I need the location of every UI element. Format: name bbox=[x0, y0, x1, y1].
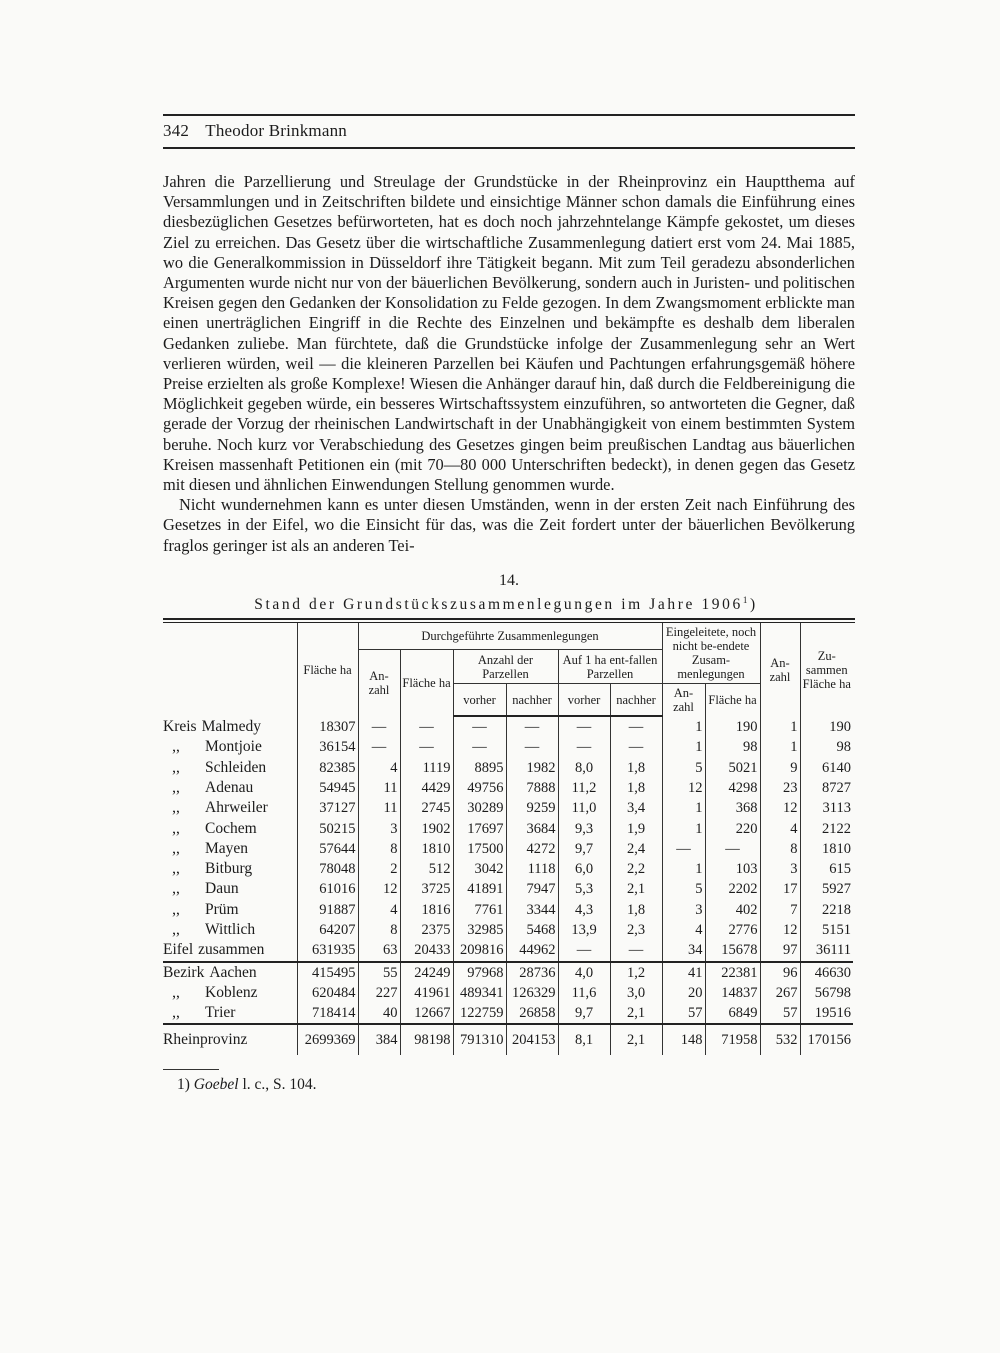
table-cell: 512 bbox=[400, 859, 453, 879]
table-cell: 2,4 bbox=[610, 839, 662, 859]
table-cell: — bbox=[705, 839, 760, 859]
table-cell: 36154 bbox=[297, 737, 358, 757]
table-cell: 11,2 bbox=[558, 778, 610, 798]
table-cell: — bbox=[558, 737, 610, 757]
table-cell: — bbox=[358, 716, 400, 737]
table-cell: 791310 bbox=[453, 1024, 506, 1055]
table-cell: 57644 bbox=[297, 839, 358, 859]
table-cell: 11,0 bbox=[558, 798, 610, 818]
row-name: Malmedy bbox=[201, 717, 261, 735]
table-cell: 1816 bbox=[400, 900, 453, 920]
row-name: Bitburg bbox=[205, 860, 253, 878]
header-rule bbox=[163, 147, 855, 149]
table-cell: 17 bbox=[760, 879, 800, 899]
table-cell: 5021 bbox=[705, 758, 760, 778]
table-cell: 28736 bbox=[506, 962, 558, 983]
footnote-mark: 1 bbox=[742, 594, 750, 605]
table-row bbox=[163, 716, 853, 737]
row-prefix: ,, bbox=[172, 778, 180, 796]
table-cell: 82385 bbox=[297, 758, 358, 778]
table-cell: 2,1 bbox=[610, 1024, 662, 1055]
table-cell: 57 bbox=[760, 1003, 800, 1024]
table-cell: 2776 bbox=[705, 920, 760, 940]
table-cell: 2,1 bbox=[610, 879, 662, 899]
table-cell: — bbox=[610, 940, 662, 961]
table-cell: 44962 bbox=[506, 940, 558, 961]
table-cell: 3,4 bbox=[610, 798, 662, 818]
table-cell: — bbox=[610, 737, 662, 757]
header-nachher-ha: nachher bbox=[610, 684, 662, 717]
table-cell: 3 bbox=[662, 900, 705, 920]
table-cell: 96 bbox=[760, 962, 800, 983]
table-cell: 5151 bbox=[800, 920, 853, 940]
table-cell: 41961 bbox=[400, 983, 453, 1003]
table-cell: 190 bbox=[705, 716, 760, 737]
table-row bbox=[163, 983, 853, 1003]
table-cell: 1 bbox=[662, 819, 705, 839]
row-name: zusammen bbox=[198, 941, 265, 959]
table-cell: 267 bbox=[760, 983, 800, 1003]
header-ein-flaeche: Fläche ha bbox=[705, 684, 760, 717]
table-cell: 620484 bbox=[297, 983, 358, 1003]
table-cell: 37127 bbox=[297, 798, 358, 818]
table-row bbox=[163, 859, 853, 879]
row-prefix: Eifel bbox=[163, 941, 194, 959]
row-label bbox=[163, 798, 297, 818]
table-cell: 8,0 bbox=[558, 758, 610, 778]
table-cell: 415495 bbox=[297, 962, 358, 983]
table-cell: 1,8 bbox=[610, 778, 662, 798]
row-prefix: ,, bbox=[172, 819, 180, 837]
header-vorher: vorher bbox=[453, 684, 506, 717]
table-cell: 18307 bbox=[297, 716, 358, 737]
table-cell: 3113 bbox=[800, 798, 853, 818]
table-cell: 1,8 bbox=[610, 900, 662, 920]
table-cell: 4272 bbox=[506, 839, 558, 859]
row-label bbox=[163, 920, 297, 940]
row-label bbox=[163, 962, 297, 983]
table-cell: 49756 bbox=[453, 778, 506, 798]
table-row bbox=[163, 1024, 853, 1055]
table-cell: 9,3 bbox=[558, 819, 610, 839]
header-vorher-ha: vorher bbox=[558, 684, 610, 717]
table-cell: 8 bbox=[760, 839, 800, 859]
row-label bbox=[163, 859, 297, 879]
header-flaeche-ha: Fläche ha bbox=[297, 623, 358, 716]
row-label bbox=[163, 819, 297, 839]
header-zus-flaeche: Zu-sammen Fläche ha bbox=[800, 623, 853, 716]
row-name: Daun bbox=[205, 880, 239, 898]
table-cell: 20 bbox=[662, 983, 705, 1003]
table-cell: 64207 bbox=[297, 920, 358, 940]
table-cell: 368 bbox=[705, 798, 760, 818]
table-cell: 4,3 bbox=[558, 900, 610, 920]
footnote bbox=[163, 1076, 855, 1094]
row-prefix: ,, bbox=[172, 880, 180, 898]
table-cell: 615 bbox=[800, 859, 853, 879]
table-cell: 8 bbox=[358, 839, 400, 859]
table-cell: — bbox=[453, 716, 506, 737]
table-cell: 40 bbox=[358, 1003, 400, 1024]
table-cell: 2699369 bbox=[297, 1024, 358, 1055]
row-name: Schleiden bbox=[205, 758, 267, 776]
row-label bbox=[163, 737, 297, 757]
table-row bbox=[163, 839, 853, 859]
table-cell: 1,8 bbox=[610, 758, 662, 778]
table-cell: 3 bbox=[760, 859, 800, 879]
row-label bbox=[163, 1003, 297, 1024]
table-cell: 12 bbox=[760, 798, 800, 818]
row-prefix: ,, bbox=[172, 839, 180, 857]
table-cell: 56798 bbox=[800, 983, 853, 1003]
header-zus-anzahl: An-zahl bbox=[760, 623, 800, 716]
table-cell: 1 bbox=[662, 859, 705, 879]
row-label bbox=[163, 778, 297, 798]
table-cell: 2375 bbox=[400, 920, 453, 940]
table-row bbox=[163, 778, 853, 798]
table-cell: 209816 bbox=[453, 940, 506, 961]
table-cell: 3042 bbox=[453, 859, 506, 879]
table-cell: 204153 bbox=[506, 1024, 558, 1055]
table-title: Stand der Grundstückszusammenlegungen im Jahre 1906$^1$) bbox=[254, 594, 758, 614]
table-title-text: Stand der Grundstückszusammenlegungen im Jahre 1906 bbox=[254, 596, 743, 614]
table-cell: 4,0 bbox=[558, 962, 610, 983]
table-cell: — bbox=[400, 716, 453, 737]
table-cell: — bbox=[662, 839, 705, 859]
paragraph-2: Nicht wundernehmen kann es unter diesen Umständen, wenn in der ersten Zeit nach Einführung des Gesetzes in der Eifel, wo die Einsicht für das, was die Zeit fordert unter der bäuerlichen Bevölkerung fraglos geringer ist als an anderen Tei- bbox=[163, 495, 855, 555]
table-cell: — bbox=[610, 716, 662, 737]
table-cell: 5468 bbox=[506, 920, 558, 940]
running-head bbox=[163, 116, 855, 147]
table-cell: — bbox=[506, 737, 558, 757]
table-cell: 23 bbox=[760, 778, 800, 798]
header-anzahl-parzellen: Anzahl der Parzellen bbox=[453, 650, 558, 684]
table-cell: 2 bbox=[358, 859, 400, 879]
table-cell: 8,1 bbox=[558, 1024, 610, 1055]
row-name: Koblenz bbox=[205, 983, 258, 1001]
body-text bbox=[163, 172, 855, 556]
table-cell: 2218 bbox=[800, 900, 853, 920]
table-cell: 3,0 bbox=[610, 983, 662, 1003]
table-cell: 11 bbox=[358, 778, 400, 798]
table-cell: 12 bbox=[760, 920, 800, 940]
row-prefix: ,, bbox=[172, 860, 180, 878]
header-durchgefuehrt: Durchgeführte Zusammenlegungen bbox=[358, 623, 662, 650]
table-cell: 718414 bbox=[297, 1003, 358, 1024]
table-cell: 1902 bbox=[400, 819, 453, 839]
table-cell: 78048 bbox=[297, 859, 358, 879]
table-cell: 3725 bbox=[400, 879, 453, 899]
table-cell: 17697 bbox=[453, 819, 506, 839]
row-name: Ahrweiler bbox=[205, 799, 268, 817]
row-prefix: ,, bbox=[172, 738, 180, 756]
table-cell: 384 bbox=[358, 1024, 400, 1055]
table-cell: 30289 bbox=[453, 798, 506, 818]
table-cell: 126329 bbox=[506, 983, 558, 1003]
table-cell: 91887 bbox=[297, 900, 358, 920]
row-prefix: Bezirk bbox=[163, 963, 205, 981]
row-name: Mayen bbox=[205, 839, 249, 857]
table-cell: 1119 bbox=[400, 758, 453, 778]
table-cell: — bbox=[506, 716, 558, 737]
table-cell: 4 bbox=[358, 758, 400, 778]
table-cell: 98 bbox=[800, 737, 853, 757]
consolidation-table bbox=[163, 623, 853, 1055]
row-prefix: ,, bbox=[172, 920, 180, 938]
table-cell: 11,6 bbox=[558, 983, 610, 1003]
table-row bbox=[163, 900, 853, 920]
table-cell: 1,9 bbox=[610, 819, 662, 839]
table-cell: — bbox=[453, 737, 506, 757]
table-cell: 15678 bbox=[705, 940, 760, 961]
table-row bbox=[163, 737, 853, 757]
table-cell: 32985 bbox=[453, 920, 506, 940]
table-cell: 1810 bbox=[400, 839, 453, 859]
page-number: 342 bbox=[163, 121, 190, 140]
table-cell: 19516 bbox=[800, 1003, 853, 1024]
row-label bbox=[163, 940, 297, 961]
table-cell: 12 bbox=[662, 778, 705, 798]
table-cell: 7947 bbox=[506, 879, 558, 899]
table-cell: 122759 bbox=[453, 1003, 506, 1024]
table-cell: 8895 bbox=[453, 758, 506, 778]
table-cell: 2745 bbox=[400, 798, 453, 818]
table-cell: 46630 bbox=[800, 962, 853, 983]
table-cell: 3344 bbox=[506, 900, 558, 920]
table-cell: 190 bbox=[800, 716, 853, 737]
table-cell: 8 bbox=[358, 920, 400, 940]
table-cell: 9,7 bbox=[558, 839, 610, 859]
table-cell: 1982 bbox=[506, 758, 558, 778]
table-cell: 2,3 bbox=[610, 920, 662, 940]
table-cell: 54945 bbox=[297, 778, 358, 798]
table-cell: 489341 bbox=[453, 983, 506, 1003]
table-cell: 402 bbox=[705, 900, 760, 920]
table-cell: 4 bbox=[662, 920, 705, 940]
footnote-text: l. c., S. 104. bbox=[242, 1076, 317, 1094]
table-cell: 2122 bbox=[800, 819, 853, 839]
bezirk-rows bbox=[163, 962, 853, 1025]
row-label bbox=[163, 900, 297, 920]
row-label: Rheinprovinz bbox=[163, 1024, 297, 1055]
table-cell: 8727 bbox=[800, 778, 853, 798]
table-row bbox=[163, 819, 853, 839]
table-cell: 1118 bbox=[506, 859, 558, 879]
row-label bbox=[163, 839, 297, 859]
header-flaeche: Fläche ha bbox=[400, 650, 453, 717]
table-cell: 71958 bbox=[705, 1024, 760, 1055]
table-cell: 98 bbox=[705, 737, 760, 757]
kreis-rows bbox=[163, 716, 853, 962]
table-cell: 5,3 bbox=[558, 879, 610, 899]
table-cell: 63 bbox=[358, 940, 400, 961]
row-name: Adenau bbox=[205, 778, 254, 796]
table-cell: 24249 bbox=[400, 962, 453, 983]
table-cell: 41891 bbox=[453, 879, 506, 899]
header-region bbox=[163, 623, 297, 716]
table-cell: 2202 bbox=[705, 879, 760, 899]
row-label bbox=[163, 983, 297, 1003]
table-cell: 6140 bbox=[800, 758, 853, 778]
row-label bbox=[163, 716, 297, 737]
row-name: Prüm bbox=[205, 900, 239, 918]
table-cell: 2,1 bbox=[610, 1003, 662, 1024]
table-cell: 22381 bbox=[705, 962, 760, 983]
row-label bbox=[163, 879, 297, 899]
table-row bbox=[163, 1003, 853, 1024]
table-row bbox=[163, 758, 853, 778]
table-cell: 98198 bbox=[400, 1024, 453, 1055]
table-cell: 14837 bbox=[705, 983, 760, 1003]
table-cell: 1 bbox=[760, 737, 800, 757]
footnote-mark-label: 1) bbox=[177, 1076, 190, 1094]
table-cell: 97968 bbox=[453, 962, 506, 983]
table-cell: — bbox=[400, 737, 453, 757]
row-label bbox=[163, 758, 297, 778]
table-cell: 5 bbox=[662, 879, 705, 899]
table-cell: 26858 bbox=[506, 1003, 558, 1024]
table-cell: 6,0 bbox=[558, 859, 610, 879]
table-cell: 1 bbox=[760, 716, 800, 737]
row-name: Cochem bbox=[205, 819, 257, 837]
row-name: Wittlich bbox=[205, 920, 256, 938]
table-cell: 148 bbox=[662, 1024, 705, 1055]
table-cell: — bbox=[358, 737, 400, 757]
author-name: Theodor Brinkmann bbox=[205, 121, 347, 140]
header-eingeleitet: Eingeleitete, noch nicht be-endete Zusam-menlegungen bbox=[662, 623, 760, 684]
table-cell: 61016 bbox=[297, 879, 358, 899]
table-cell: 97 bbox=[760, 940, 800, 961]
table-cell: 5927 bbox=[800, 879, 853, 899]
table-cell: 9 bbox=[760, 758, 800, 778]
paragraph-1: Jahren die Parzellierung und Streulage der Grundstücke in der Rheinprovinz ein Hauptthema auf Versammlungen und in Zeitschriften bildete und einsichtige Männer schon damals die Einführung eines diesbezüglichen Gesetzes befürworteten, hat es doch noch jahrzehntelange Kämpfe gekostet, um dieses Ziel zu erreichen. Das Gesetz über die wirtschaftliche Zusammenlegung datiert erst vom 24. Mai 1885, wo die Generalkommission in Düsseldorf ihre Tätigkeit begann. Mit zum Teil geradezu absonderlichen Argumenten wurde nicht nur von der bäuerlichen Bevölkerung, sondern auch in Juristen- und politischen Kreisen gegen den Gedanken der Konsolidation zu Felde gezogen. In dem Zwangsmoment erblickte man einen unerträglichen Eingriff in die Rechte des Einzelnen und bekämpfte es deshalb dem liberalen Gedanken zuliebe. Man fürchtete, daß die Grundstücke infolge der Zusammenlegung sehr an Wert verlieren würden, weil — die kleineren Parzellen bei Käufen und Pachtungen erfahrungsgemäß höhere Preise erzielten als große Komplexe! Wiesen die Anhänger darauf hin, daß durch die Feldbereinigung die Möglichkeit gegeben würde, ein besseres Wirtschaftssystem einzuführen, so antworteten die Gegner, daß gerade der Vorzug der rheinischen Landwirtschaft in der Unabhängigkeit von einem bestimmten System beruhe. Noch kurz vor Verabschiedung des Gesetzes gingen beim preußischen Landtag aus bäuerlichen Kreisen massenhaft Petitionen ein (mit 70—80 000 Unterschriften bedeckt), in denen gegen das Gesetz mit diesen und ähnlichen Einwendungen Stellung genommen wurde. bbox=[163, 172, 855, 495]
row-name: Aachen bbox=[209, 963, 257, 981]
table-cell: 34 bbox=[662, 940, 705, 961]
table-cell: 1 bbox=[662, 716, 705, 737]
table-cell: 20433 bbox=[400, 940, 453, 961]
table-cell: 11 bbox=[358, 798, 400, 818]
table-cell: 17500 bbox=[453, 839, 506, 859]
table-cell: 7 bbox=[760, 900, 800, 920]
table-row bbox=[163, 920, 853, 940]
table-cell: 1810 bbox=[800, 839, 853, 859]
table-cell: 3684 bbox=[506, 819, 558, 839]
table-cell: — bbox=[558, 716, 610, 737]
table-cell: 3 bbox=[358, 819, 400, 839]
row-name: Trier bbox=[205, 1004, 236, 1022]
table-cell: 6849 bbox=[705, 1003, 760, 1024]
footnote-rule bbox=[163, 1069, 219, 1070]
footnote-author: Goebel bbox=[193, 1076, 239, 1094]
table-cell: 41 bbox=[662, 962, 705, 983]
table-cell: 9,7 bbox=[558, 1003, 610, 1024]
row-prefix: ,, bbox=[172, 1004, 180, 1022]
header-ein-anzahl: An-zahl bbox=[662, 684, 705, 717]
total-row bbox=[163, 1024, 853, 1055]
table-row bbox=[163, 798, 853, 818]
table-cell: 2,2 bbox=[610, 859, 662, 879]
table-cell: 7761 bbox=[453, 900, 506, 920]
table-cell: 532 bbox=[760, 1024, 800, 1055]
row-name: Montjoie bbox=[205, 738, 262, 756]
book-page bbox=[163, 114, 855, 1094]
table-cell: 12667 bbox=[400, 1003, 453, 1024]
table-cell: 1 bbox=[662, 737, 705, 757]
table-cell: 50215 bbox=[297, 819, 358, 839]
row-prefix: ,, bbox=[172, 799, 180, 817]
header-nachher: nachher bbox=[506, 684, 558, 717]
row-prefix: ,, bbox=[172, 983, 180, 1001]
table-cell: 220 bbox=[705, 819, 760, 839]
table-cell: 4 bbox=[760, 819, 800, 839]
table-cell: 4298 bbox=[705, 778, 760, 798]
row-prefix: Kreis bbox=[163, 717, 197, 735]
header-auf-1-ha: Auf 1 ha ent-fallen Parzellen bbox=[558, 650, 662, 684]
table-cell: 5 bbox=[662, 758, 705, 778]
table-cell: 13,9 bbox=[558, 920, 610, 940]
table-cell: 1 bbox=[662, 798, 705, 818]
table-row bbox=[163, 940, 853, 961]
table-cell: 9259 bbox=[506, 798, 558, 818]
table-cell: 4 bbox=[358, 900, 400, 920]
table-cell: 103 bbox=[705, 859, 760, 879]
table-cell: 12 bbox=[358, 879, 400, 899]
table-cell: 7888 bbox=[506, 778, 558, 798]
table-number: 14. bbox=[499, 571, 519, 589]
table-cell: 55 bbox=[358, 962, 400, 983]
row-prefix: ,, bbox=[172, 758, 180, 776]
table-cell: 4429 bbox=[400, 778, 453, 798]
table-row bbox=[163, 962, 853, 983]
table-cell: 57 bbox=[662, 1003, 705, 1024]
row-prefix: ,, bbox=[172, 900, 180, 918]
table-cell: 227 bbox=[358, 983, 400, 1003]
table-cell: — bbox=[558, 940, 610, 961]
table-cell: 631935 bbox=[297, 940, 358, 961]
table-cell: 1,2 bbox=[610, 962, 662, 983]
header-anzahl: An-zahl bbox=[358, 650, 400, 717]
table-cell: 170156 bbox=[800, 1024, 853, 1055]
table-cell: 36111 bbox=[800, 940, 853, 961]
table-row bbox=[163, 879, 853, 899]
